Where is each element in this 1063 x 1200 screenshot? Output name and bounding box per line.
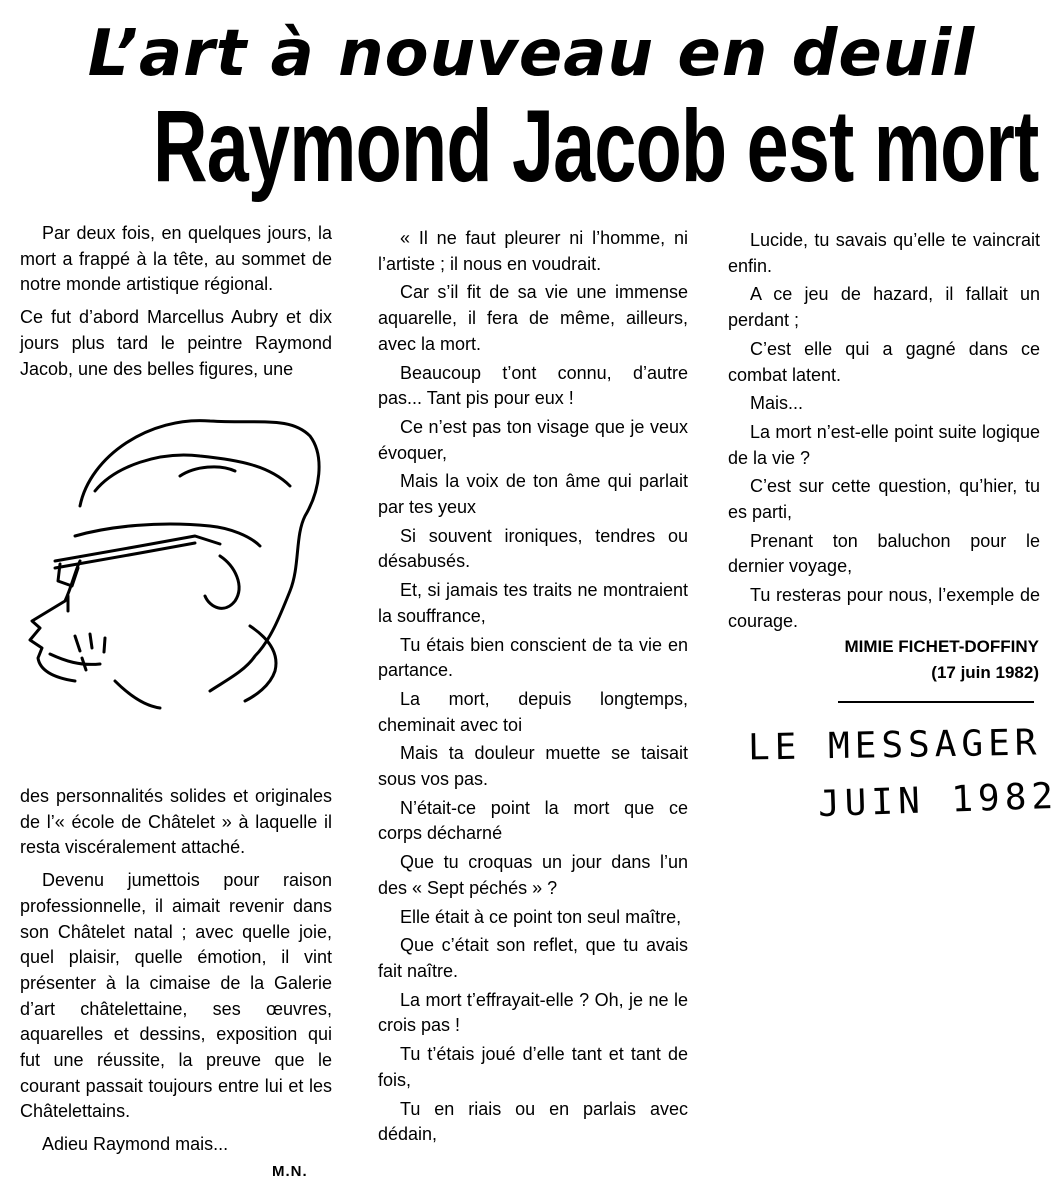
poem-line: « Il ne faut pleurer ni l’homme, ni l’artiste ; il nous en voudrait. [378, 228, 688, 274]
poem-line: N’était-ce point la mort que ce corps décharné [378, 797, 688, 844]
portrait-sketch-icon [20, 396, 340, 712]
poem-line: Lucide, tu savais qu’elle te vaincrait enfin. [728, 230, 1040, 276]
paragraph: Adieu Raymond mais... [42, 1134, 229, 1155]
divider [838, 701, 1034, 703]
poem-line: Tu resteras pour nous, l’exemple de courage. [728, 585, 1040, 631]
poem-line: Que tu croquas un jour dans l’un des « Sept péchés » ? [378, 852, 688, 898]
kicker-headline: L’art à nouveau en deuil [87, 17, 976, 91]
poem-line: Tu t’étais joué d’elle tant et tant de fois, [378, 1044, 688, 1090]
author-initials: M.N. [272, 1163, 308, 1180]
paragraph: des personnalités solides et originales de l’« école de Châtelet » à laquelle il resta viscéralement attaché. [20, 786, 332, 858]
poem-line: Car s’il fit de sa vie une immense aquarelle, il fera de même, ailleurs, avec la mort. [378, 282, 688, 354]
poem-line: Mais la voix de ton âme qui parlait par tes yeux [378, 471, 688, 518]
handwritten-date: JUIN 1982 [817, 775, 1059, 826]
paragraph: Devenu jumettois pour raison professionnelle, il aimait revenir dans son Châtelet natal ; avec quelle joie, quel plaisir, quelle émotion, il vint présenter à la cimaise de la Galerie d’art châtelettaine, ses œuvres, aquarelles et dessins, exposition qui fut une réussite, la preuve que le courant passait toujours entre lui et les Châtelettains. [20, 870, 332, 1122]
poem-line: Beaucoup t’ont connu, d’autre pas... Tant pis pour eux ! [378, 362, 688, 409]
signature-name: MIMIE FICHET-DOFFINY [844, 637, 1039, 656]
poem-line: La mort, depuis longtemps, cheminait avec toi [378, 688, 688, 735]
poem-line: Et, si jamais tes traits ne montraient la souffrance, [378, 580, 688, 626]
poem-line: Mais... [750, 393, 804, 414]
poem-line: C’est elle qui a gagné dans ce combat latent. [728, 338, 1040, 385]
poem-line: A ce jeu de hazard, il fallait un perdant ; [728, 284, 1040, 331]
poem-line: Ce n’est pas ton visage que je veux évoquer, [378, 416, 688, 463]
signature-date: (17 juin 1982) [931, 663, 1039, 682]
column-2-poem [378, 226, 688, 1151]
poem-line: La mort t’effrayait-elle ? Oh, je ne le crois pas ! [378, 989, 688, 1036]
handwritten-source: LE MESSAGER [747, 722, 1042, 769]
poem-line: Que c’était son reflet, que tu avais fait naître. [378, 935, 688, 981]
poem-line: Tu étais bien conscient de ta vie en partance. [378, 634, 688, 681]
poem-line: Tu en riais ou en parlais avec dédain, [378, 1098, 688, 1145]
paragraph: Par deux fois, en quelques jours, la mort a frappé à la tête, au sommet de notre monde artistique régional. [20, 223, 332, 295]
main-headline: Raymond Jacob est mort [152, 89, 1039, 203]
poem-line: Mais ta douleur muette se taisait sous vos pas. [378, 743, 688, 790]
poem-line: Elle était à ce point ton seul maître, [400, 906, 682, 927]
poem-line: C’est sur cette question, qu’hier, tu es parti, [728, 476, 1040, 523]
poem-line: La mort n’est-elle point suite logique de la vie ? [728, 421, 1040, 468]
column-1-bottom [20, 784, 332, 1165]
paragraph: Ce fut d’abord Marcellus Aubry et dix jours plus tard le peintre Raymond Jacob, une des belles figures, une [20, 307, 332, 379]
poem-line: Si souvent ironiques, tendres ou désabusés. [378, 525, 688, 572]
poem-line: Prenant ton baluchon pour le dernier voyage, [728, 530, 1040, 577]
column-3-poem [728, 228, 1040, 638]
column-1-top [20, 221, 332, 389]
